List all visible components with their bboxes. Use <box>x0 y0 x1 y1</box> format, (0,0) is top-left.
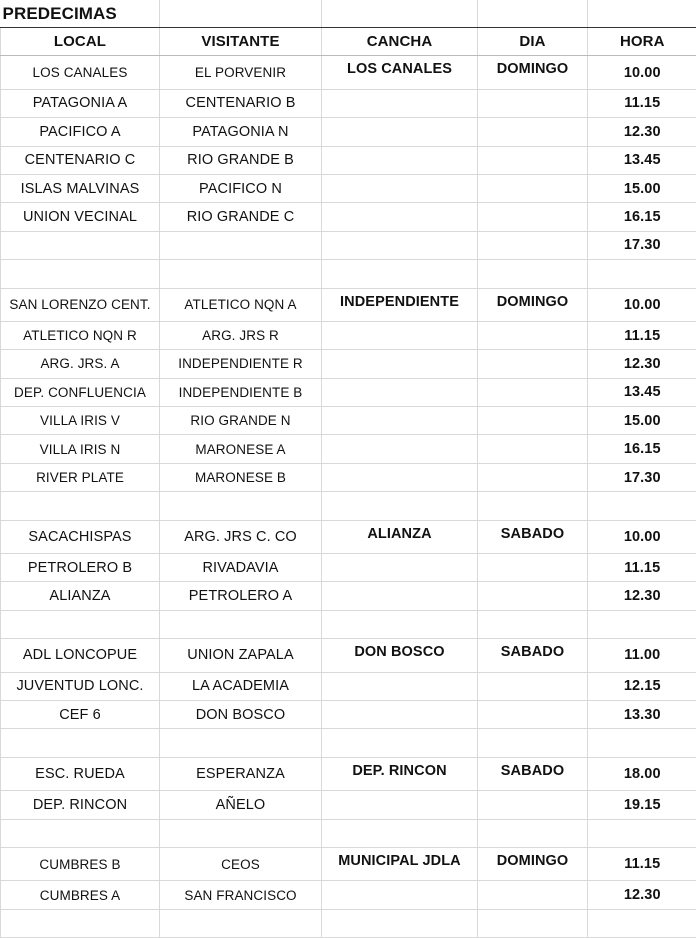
empty-cell[interactable] <box>588 260 696 288</box>
cancha-cell[interactable]: ALIANZA <box>322 520 478 553</box>
empty-cell[interactable] <box>1 492 160 520</box>
match-row <box>1 56 696 89</box>
visitante-cell[interactable]: ARG. JRS R <box>160 321 322 349</box>
empty-cell[interactable] <box>478 260 588 288</box>
cancha-cell[interactable]: INDEPENDIENTE <box>322 288 478 321</box>
match-row <box>1 203 696 231</box>
cancha-cell[interactable]: MUNICIPAL JDLA <box>322 847 478 880</box>
match-row <box>1 520 696 553</box>
empty-cell[interactable] <box>478 819 588 847</box>
empty-cell[interactable] <box>478 492 588 520</box>
hora-cell[interactable]: 11.15 <box>588 321 696 349</box>
local-cell[interactable]: LOS CANALES <box>1 56 160 89</box>
empty-cell[interactable] <box>322 700 478 728</box>
local-cell[interactable]: CUMBRES A <box>1 881 160 909</box>
match-row <box>1 174 696 202</box>
hora-cell[interactable]: 19.15 <box>588 791 696 819</box>
empty-cell[interactable] <box>478 0 588 28</box>
match-row <box>1 288 696 321</box>
empty-cell[interactable] <box>322 89 478 117</box>
empty-cell[interactable] <box>588 492 696 520</box>
empty-cell[interactable] <box>478 174 588 202</box>
empty-cell[interactable] <box>322 0 478 28</box>
visitante-cell[interactable]: PATAGONIA N <box>160 118 322 146</box>
local-cell[interactable]: ALIANZA <box>1 582 160 610</box>
hora-cell[interactable]: 11.15 <box>588 554 696 582</box>
empty-cell[interactable] <box>478 909 588 937</box>
header-dia[interactable]: DIA <box>478 28 588 56</box>
visitante-cell[interactable]: CENTENARIO B <box>160 89 322 117</box>
hora-cell[interactable]: 12.30 <box>588 118 696 146</box>
match-row <box>1 407 696 435</box>
empty-cell[interactable] <box>478 582 588 610</box>
empty-cell[interactable] <box>1 260 160 288</box>
dia-cell[interactable]: DOMINGO <box>478 288 588 321</box>
visitante-cell[interactable]: MARONESE B <box>160 463 322 491</box>
match-row <box>1 639 696 672</box>
match-row <box>1 582 696 610</box>
visitante-cell[interactable]: EL PORVENIR <box>160 56 322 89</box>
header-visitante[interactable]: VISITANTE <box>160 28 322 56</box>
empty-cell[interactable] <box>322 819 478 847</box>
visitante-cell[interactable]: ESPERANZA <box>160 757 322 790</box>
empty-cell[interactable] <box>322 407 478 435</box>
hora-cell[interactable]: 12.30 <box>588 350 696 378</box>
empty-cell[interactable] <box>478 700 588 728</box>
empty-cell[interactable] <box>322 881 478 909</box>
hora-cell[interactable]: 17.30 <box>588 231 696 259</box>
local-cell[interactable] <box>1 231 160 259</box>
empty-cell[interactable] <box>478 554 588 582</box>
empty-cell[interactable] <box>322 146 478 174</box>
empty-cell[interactable] <box>322 231 478 259</box>
empty-cell[interactable] <box>588 610 696 638</box>
empty-cell[interactable] <box>322 554 478 582</box>
local-cell[interactable]: PACIFICO A <box>1 118 160 146</box>
empty-cell[interactable] <box>160 0 322 28</box>
local-cell[interactable]: ARG. JRS. A <box>1 350 160 378</box>
empty-cell[interactable] <box>322 610 478 638</box>
empty-cell[interactable] <box>588 0 696 28</box>
match-row <box>1 791 696 819</box>
empty-cell[interactable] <box>160 729 322 757</box>
visitante-cell[interactable]: PETROLERO A <box>160 582 322 610</box>
local-cell[interactable]: ISLAS MALVINAS <box>1 174 160 202</box>
spacer-row <box>1 610 696 638</box>
hora-cell[interactable]: 10.00 <box>588 56 696 89</box>
hora-cell[interactable]: 10.00 <box>588 288 696 321</box>
empty-cell[interactable] <box>322 909 478 937</box>
visitante-cell[interactable]: RIO GRANDE C <box>160 203 322 231</box>
local-cell[interactable]: ATLETICO NQN R <box>1 321 160 349</box>
empty-cell[interactable] <box>322 118 478 146</box>
match-row <box>1 89 696 117</box>
dia-cell[interactable]: SABADO <box>478 757 588 790</box>
match-row <box>1 700 696 728</box>
match-row <box>1 378 696 406</box>
cancha-cell[interactable]: LOS CANALES <box>322 56 478 89</box>
match-row <box>1 672 696 700</box>
match-row <box>1 847 696 880</box>
visitante-cell[interactable]: SAN FRANCISCO <box>160 881 322 909</box>
empty-cell[interactable] <box>478 118 588 146</box>
visitante-cell[interactable]: RIO GRANDE B <box>160 146 322 174</box>
hora-cell[interactable]: 10.00 <box>588 520 696 553</box>
dia-cell[interactable]: DOMINGO <box>478 847 588 880</box>
local-cell[interactable]: SAN LORENZO CENT. <box>1 288 160 321</box>
empty-cell[interactable] <box>478 791 588 819</box>
match-row <box>1 350 696 378</box>
hora-cell[interactable]: 18.00 <box>588 757 696 790</box>
empty-cell[interactable] <box>478 89 588 117</box>
empty-cell[interactable] <box>160 610 322 638</box>
local-cell[interactable]: JUVENTUD LONC. <box>1 672 160 700</box>
match-row <box>1 435 696 463</box>
match-row <box>1 321 696 349</box>
empty-cell[interactable] <box>588 909 696 937</box>
empty-cell[interactable] <box>588 819 696 847</box>
local-cell[interactable]: VILLA IRIS N <box>1 435 160 463</box>
empty-cell[interactable] <box>322 729 478 757</box>
empty-cell[interactable] <box>322 174 478 202</box>
visitante-cell[interactable]: CEOS <box>160 847 322 880</box>
spacer-row <box>1 729 696 757</box>
local-cell[interactable]: CENTENARIO C <box>1 146 160 174</box>
empty-cell[interactable] <box>478 146 588 174</box>
local-cell[interactable]: PETROLERO B <box>1 554 160 582</box>
empty-cell[interactable] <box>322 260 478 288</box>
local-cell[interactable]: DEP. RINCON <box>1 791 160 819</box>
header-cancha[interactable]: CANCHA <box>322 28 478 56</box>
empty-cell[interactable] <box>322 582 478 610</box>
local-cell[interactable]: PATAGONIA A <box>1 89 160 117</box>
empty-cell[interactable] <box>478 672 588 700</box>
local-cell[interactable]: CEF 6 <box>1 700 160 728</box>
empty-cell[interactable] <box>478 610 588 638</box>
title-row <box>1 0 696 28</box>
empty-cell[interactable] <box>1 610 160 638</box>
hora-cell[interactable]: 11.15 <box>588 847 696 880</box>
local-cell[interactable]: DEP. CONFLUENCIA <box>1 378 160 406</box>
visitante-cell[interactable]: PACIFICO N <box>160 174 322 202</box>
empty-cell[interactable] <box>322 791 478 819</box>
empty-cell[interactable] <box>160 492 322 520</box>
empty-cell[interactable] <box>322 378 478 406</box>
cancha-cell[interactable]: DEP. RINCON <box>322 757 478 790</box>
empty-cell[interactable] <box>478 350 588 378</box>
dia-cell[interactable]: SABADO <box>478 520 588 553</box>
sheet-title[interactable]: PREDECIMAS <box>1 0 160 28</box>
hora-cell[interactable]: 11.00 <box>588 639 696 672</box>
hora-cell[interactable]: 13.30 <box>588 700 696 728</box>
spacer-row <box>1 260 696 288</box>
empty-cell[interactable] <box>478 435 588 463</box>
dia-cell[interactable]: SABADO <box>478 639 588 672</box>
empty-cell[interactable] <box>160 260 322 288</box>
local-cell[interactable]: SACACHISPAS <box>1 520 160 553</box>
hora-cell[interactable]: 17.30 <box>588 463 696 491</box>
hora-cell[interactable]: 16.15 <box>588 203 696 231</box>
hora-cell[interactable]: 12.15 <box>588 672 696 700</box>
empty-cell[interactable] <box>478 729 588 757</box>
empty-cell[interactable] <box>478 407 588 435</box>
hora-cell[interactable]: 15.00 <box>588 174 696 202</box>
visitante-cell[interactable]: LA ACADEMIA <box>160 672 322 700</box>
empty-cell[interactable] <box>322 672 478 700</box>
visitante-cell[interactable]: INDEPENDIENTE R <box>160 350 322 378</box>
empty-cell[interactable] <box>478 378 588 406</box>
match-row <box>1 881 696 909</box>
hora-cell[interactable]: 16.15 <box>588 435 696 463</box>
empty-cell[interactable] <box>322 435 478 463</box>
hora-cell[interactable]: 12.30 <box>588 582 696 610</box>
header-hora[interactable]: HORA <box>588 28 696 56</box>
empty-cell[interactable] <box>322 321 478 349</box>
visitante-cell[interactable]: DON BOSCO <box>160 700 322 728</box>
visitante-cell[interactable]: INDEPENDIENTE B <box>160 378 322 406</box>
local-cell[interactable]: CUMBRES B <box>1 847 160 880</box>
visitante-cell[interactable]: MARONESE A <box>160 435 322 463</box>
hora-cell[interactable]: 15.00 <box>588 407 696 435</box>
empty-cell[interactable] <box>1 819 160 847</box>
empty-cell[interactable] <box>322 350 478 378</box>
empty-cell[interactable] <box>322 463 478 491</box>
visitante-cell[interactable]: UNION ZAPALA <box>160 639 322 672</box>
visitante-cell[interactable]: RIVADAVIA <box>160 554 322 582</box>
visitante-cell[interactable] <box>160 231 322 259</box>
match-row <box>1 118 696 146</box>
hora-cell[interactable]: 13.45 <box>588 378 696 406</box>
visitante-cell[interactable]: RIO GRANDE N <box>160 407 322 435</box>
empty-cell[interactable] <box>322 203 478 231</box>
local-cell[interactable]: UNION VECINAL <box>1 203 160 231</box>
empty-cell[interactable] <box>478 203 588 231</box>
header-row <box>1 28 696 56</box>
visitante-cell[interactable]: AÑELO <box>160 791 322 819</box>
empty-cell[interactable] <box>478 881 588 909</box>
hora-cell[interactable]: 11.15 <box>588 89 696 117</box>
spacer-row <box>1 492 696 520</box>
local-cell[interactable]: RIVER PLATE <box>1 463 160 491</box>
empty-cell[interactable] <box>478 321 588 349</box>
local-cell[interactable]: ADL LONCOPUE <box>1 639 160 672</box>
empty-cell[interactable] <box>478 463 588 491</box>
empty-cell[interactable] <box>322 492 478 520</box>
empty-cell[interactable] <box>588 729 696 757</box>
empty-cell[interactable] <box>160 909 322 937</box>
match-row <box>1 463 696 491</box>
match-row <box>1 757 696 790</box>
spacer-row <box>1 819 696 847</box>
local-cell[interactable]: ESC. RUEDA <box>1 757 160 790</box>
match-row <box>1 231 696 259</box>
cancha-cell[interactable]: DON BOSCO <box>322 639 478 672</box>
header-local[interactable]: LOCAL <box>1 28 160 56</box>
hora-cell[interactable]: 13.45 <box>588 146 696 174</box>
empty-cell[interactable] <box>160 819 322 847</box>
match-row <box>1 554 696 582</box>
local-cell[interactable]: VILLA IRIS V <box>1 407 160 435</box>
dia-cell[interactable]: DOMINGO <box>478 56 588 89</box>
spacer-row <box>1 909 696 937</box>
empty-cell[interactable] <box>1 729 160 757</box>
empty-cell[interactable] <box>1 909 160 937</box>
empty-cell[interactable] <box>478 231 588 259</box>
hora-cell[interactable]: 12.30 <box>588 881 696 909</box>
visitante-cell[interactable]: ARG. JRS C. CO <box>160 520 322 553</box>
match-row <box>1 146 696 174</box>
visitante-cell[interactable]: ATLETICO NQN A <box>160 288 322 321</box>
